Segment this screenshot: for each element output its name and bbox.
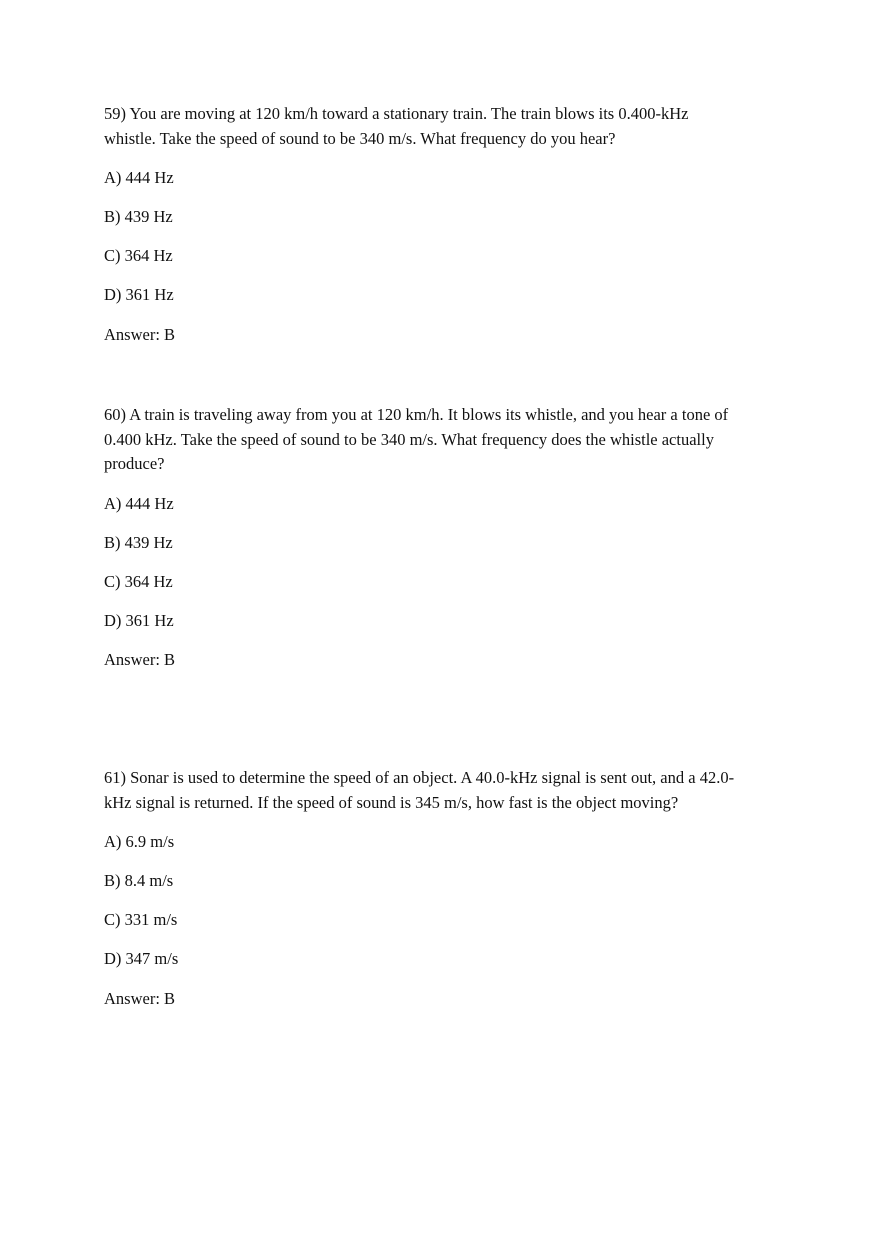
option-d: D) 361 Hz	[104, 285, 174, 304]
question-60	[104, 403, 784, 673]
answer-line: Answer: B	[104, 650, 176, 669]
answer-line: Answer: B	[104, 324, 176, 344]
option-a: A) 444 Hz	[104, 168, 174, 187]
question-text-line: 59) You are moving at 120 km/h toward a stationary train. The train blows its 0.400-kHz	[104, 104, 689, 123]
question-text-line: 60) A train is traveling away from you at 120 km/h. It blows its whistle, and you hear a tone of	[104, 405, 729, 424]
option-b: B) 8.4 m/s	[104, 871, 174, 890]
option-a: A) 6.9 m/s	[104, 832, 175, 851]
question-text-line: 61) Sonar is used to determine the speed of an object. A 40.0-kHz signal is sent out, and a 42.0-	[104, 768, 735, 787]
option-c: C) 364 Hz	[104, 571, 173, 591]
option-d: D) 347 m/s	[104, 949, 179, 968]
question-text	[104, 102, 784, 151]
question-text	[104, 403, 784, 477]
option-d: D) 361 Hz	[104, 610, 174, 630]
option-b: B) 439 Hz	[104, 207, 173, 226]
question-text-line: produce?	[104, 454, 165, 473]
question-61	[104, 766, 784, 1011]
option-c: C) 364 Hz	[104, 246, 173, 265]
option-c: C) 331 m/s	[104, 910, 178, 929]
option-a: A) 444 Hz	[104, 493, 174, 513]
question-text-line: 0.400 kHz. Take the speed of sound to be 340 m/s. What frequency does the whistle actually	[104, 429, 714, 449]
option-b: B) 439 Hz	[104, 532, 173, 552]
answer-line: Answer: B	[104, 988, 176, 1008]
question-text-line: kHz signal is returned. If the speed of sound is 345 m/s, how fast is the object moving?	[104, 792, 679, 812]
question-59	[104, 102, 784, 347]
question-text	[104, 766, 784, 815]
question-text-line: whistle. Take the speed of sound to be 340 m/s. What frequency do you hear?	[104, 128, 616, 148]
